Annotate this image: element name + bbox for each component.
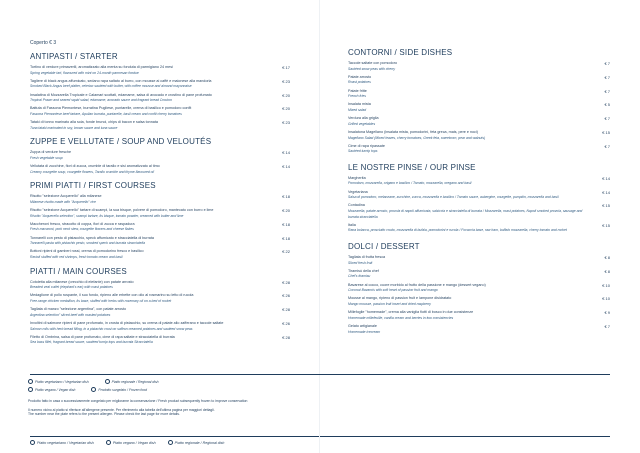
dish-name-it: Maccheroni fresco, stracotto di coppa, fiori di zucca e raspadura (30, 221, 135, 226)
dish-price: € 17 (282, 65, 290, 70)
menu-item (30, 65, 290, 76)
dish-price: € 8 (604, 255, 610, 260)
dish-name-it: Cotoletta alla milanese (orecchio di elefante) con patate arrosto (30, 279, 134, 284)
section-title: ANTIPASTI / STARTER (30, 52, 118, 61)
dish-price: € 14 (282, 164, 290, 170)
dish-name-en: Coconut Bavarois with soft heart of passion fruit and mango (348, 288, 438, 293)
dish-name-en: Argentina selection" sliced beef with roasted potatoes (30, 312, 111, 317)
menu-item (30, 335, 290, 346)
menu-item (30, 79, 290, 90)
dish-name-it: Italia (348, 222, 356, 227)
legend-vegan: Piatto vegano / Vegan dish (106, 440, 156, 445)
dish-name-it: Millefoglie "homemade", crema alla vaniglia fiotti di bosco in due consistenze (348, 310, 474, 315)
dish-name-it: Zuppa di verdure fresche (30, 150, 71, 155)
dish-name-en: Rana bolacca, prosciutto crudo, mozzarella di bufala, pomodorini e rucola / Focaccia base, raw ham, buffalo mozzarella, cherry tomato and rocket (348, 228, 567, 233)
legend-vegan: Piatto vegano / Vegan dish (28, 387, 75, 392)
dish-name-en: Ravioli stuffed with red shrimps, fresh tomato cream and basil (30, 255, 123, 259)
dish-price: € 7 (604, 323, 610, 329)
dish-price: € 18 (282, 221, 290, 227)
dish-price: € 5 (604, 102, 610, 108)
menu-item (348, 144, 610, 155)
dish-price: € 20 (282, 208, 290, 214)
dish-name-en: Sautéed snow peas with cherry (348, 66, 396, 71)
dish-price: € 14 (282, 150, 290, 156)
menu-item (348, 130, 610, 141)
dish-name-it: Gelato artigianale (348, 323, 377, 328)
dish-price: € 7 (604, 116, 610, 122)
dish-price: € 28 (282, 307, 290, 313)
dish-price: € 15 (602, 222, 610, 228)
menu-item (348, 324, 610, 335)
leaf-icon (28, 379, 33, 384)
dish-name-it: Tortino di verdure primaverili, aromatizzato alla menta su fonduta di parmigiano 24 mesi (30, 65, 173, 69)
menu-item (348, 89, 610, 100)
section-title: DOLCI / DESSERT (348, 242, 420, 251)
dish-name-it: Patate fritte (348, 88, 367, 93)
dish-name-it: Bavarese al cocco, cuore morbido al frutto della passione e mango (dessert vegano) (348, 282, 486, 287)
dish-name-it: Insalatona Magellano (insalata mista, pomodorini, feta greca, mais, pere e noci) (348, 129, 478, 134)
menu-item (30, 150, 290, 161)
dish-name-en: Salmon rolls with herb bread filling, in a pistachio crust on saffron creamed potatoes and sautéed snow peas (30, 326, 193, 331)
menu-item (348, 176, 610, 187)
dish-price: € 18 (282, 194, 290, 200)
allergen-note-it: Il numero vicino al piatto si riferisce all'allergene presente. Per riferimento alla tabella dell'ultima pagina per maggiori dettagli. (28, 407, 215, 412)
dish-name-en: Spring vegetable tart, flavoured with mint on 24-month parmesan fondue (30, 70, 139, 75)
allergen-notes (28, 399, 610, 417)
section-title: PRIMI PIATTI / FIRST COURSES (30, 181, 156, 191)
dish-price: € 14 (602, 175, 610, 181)
dish-name-en: Grilled vegetables (348, 121, 376, 126)
regional-icon (105, 379, 110, 384)
section-title: LE NOSTRE PINSE / OUR PINSE (348, 162, 476, 172)
dish-name-en: Breaded veal cutlet (elephant's ear) with roast potatoes (30, 285, 113, 290)
dish-name-en: Fresh vegetable soup (30, 155, 63, 160)
cover-charge: Coperto € 3 (30, 40, 57, 46)
dish-name-it: Risotto "selezione Acquerello" alla milanese (30, 194, 102, 199)
dish-price: € 28 (282, 334, 290, 340)
dish-name-it: Insalata mista (348, 102, 371, 107)
dish-price: € 23 (282, 120, 290, 126)
dish-price: € 20 (282, 92, 290, 98)
dish-name-it: Tagliata di frutta fresca (348, 255, 386, 259)
dish-name-en: Free-range chicken medallion, its base, stuffed with herbs with rosemary oil on a bed of rocket (30, 298, 172, 303)
dish-name-it: Tonnarelli con pesto di pistacchio, speck affumicato e stracciatella di burrata (30, 235, 154, 240)
menu-item (30, 222, 290, 233)
right-sections (348, 48, 610, 335)
section-title: PIATTI / MAIN COURSES (30, 266, 127, 276)
dish-name-en: Homemade millefeuille, vanilla cream and berries in two consistencies (348, 315, 454, 320)
dish-price: € 7 (604, 74, 610, 80)
dish-name-en: Tropical Prawn and seared squid salad, edamame, avocado sauce and fragrant bread Crouton (30, 98, 172, 103)
dish-name-it: Insalatina di Mozzarella Tropicale e Calamari scottati, edamame, salsa di avocado e crostino di pane profumato (30, 92, 212, 97)
dish-price: € 18 (282, 235, 290, 241)
menu-item (348, 116, 610, 127)
dish-name-it: Cime di rapa ripassate (348, 143, 385, 148)
dish-name-en: Homemade icecream (348, 329, 381, 334)
dish-price: € 15 (602, 203, 610, 209)
dish-name-it: Tagliata di manzo "selezione argentina", con patate arrosto (30, 307, 127, 312)
menu-item (30, 93, 290, 104)
dish-price: € 28 (282, 279, 290, 285)
dish-name-it: Medaglione di pollo ruspante, il suo fondo, ripieno alle erbette con olio al rosmarino su letto di rucola (30, 293, 194, 298)
dish-price: € 26 (282, 320, 290, 326)
dish-name-en: Milanese risotto made with "Acquerello" rice (30, 199, 96, 204)
menu-item (30, 120, 290, 131)
dish-name-en: Creamy courgette soup, courgette flowers, Tarallo crumble and thyme-flavoured oil (30, 169, 155, 174)
menu-item (30, 106, 290, 117)
dish-price: € 9 (604, 310, 610, 316)
dish-name-en: Tuna tataki marinated in soy, brown sauce and tuna sauce (30, 125, 118, 130)
dish-name-it: Involtini di salmone ripieni di pane profumato, in crosta di pistacchio, su crema di patate allo zafferano e taccole saltate (30, 320, 224, 325)
dish-name-en: Sliced fresh fruit (348, 260, 373, 265)
dish-name-en: Mozzarella, patate arrosto, provola di napoli affumicata, salsiccia e stracciatella di burrata / Mozzarella, roast potatoes, Napoli smoked provola, sausage and burrata stracciatella (348, 209, 583, 219)
menu-item (30, 321, 290, 332)
section-title: ZUPPE E VELLUTATE / SOUP AND VELOUTÉS (30, 137, 212, 147)
legend-row (28, 387, 610, 392)
homemade-note: Prodotto fatto in casa o successivamente congelato per migliorarne la conservazione / Fresh product subsequently frozen to improve conservation (28, 399, 248, 403)
menu-item (30, 293, 290, 304)
menu-item (348, 75, 610, 86)
menu-item (348, 283, 610, 294)
right-legend (28, 379, 610, 395)
leaf-icon (30, 440, 35, 445)
menu-item (30, 236, 290, 247)
dish-name-it: Verdura alla griglia (348, 116, 379, 121)
left-legend (30, 440, 224, 445)
legend-vegetarian: Piatto vegetariano / Vegetarian dish (28, 379, 89, 384)
menu-item (348, 310, 610, 321)
dish-name-en: Mixed salad (348, 107, 367, 112)
dish-price: € 7 (604, 88, 610, 94)
dish-name-en: Smoked Black Angus beef platter, celeriac sautéed with butter, with coffee mousse and almond mayonnaise (30, 84, 192, 89)
menu-item (348, 203, 610, 220)
dish-name-it: Tagliere di black angus affumicato, sedano rapa saltato al burro, con mousse ai caffè e maionese alla mandorla (30, 78, 212, 83)
dish-name-en: Chef's tiramisu (348, 274, 371, 279)
dish-name-en: Sautéed turnip tops (348, 149, 378, 154)
dish-name-it: Tataki di tonno marinato alla soia, fonde brunoi, chips di bacon e salsa tonnata (30, 120, 158, 125)
menu-item (348, 223, 610, 234)
dish-name-en: Fassona Piemontese beef tartare, Apulian burrata, puntarelle, basil cream and confit cherry tomatoes (30, 111, 182, 116)
menu-item (30, 280, 290, 291)
dish-price: € 20 (282, 106, 290, 112)
menu-item (30, 194, 290, 205)
dish-name-en: Roast potatoes (348, 80, 371, 85)
vegan-icon (106, 440, 111, 445)
dish-name-it: Contadina (348, 203, 365, 208)
dish-name-en: Sea bass fillet, fragrant bread sauce, sautéed turnip tops and burrata Stracciatella (30, 340, 153, 345)
left-sections (30, 52, 290, 346)
dish-name-it: Patate arrosto (348, 74, 372, 79)
legend-regional: Piatto regionale / Regional dish (105, 379, 159, 384)
dish-name-it: Mousse al mango, ripieno di passion fruit e lampone disidratato (348, 296, 452, 301)
menu-item (348, 269, 610, 280)
dish-name-en: Salsa di pomodoro, melanzane, zucchine, zucca, mozzarella e basilico / Tomato sauce, aubergine, courgette, pumpkin, mozzarella and basil (348, 195, 559, 200)
dish-name-en: Tonnarelli pasta with pistachio pesto, smoked speck and burrata stracciatella (30, 241, 146, 246)
menu-item (348, 296, 610, 307)
legend-row (28, 379, 610, 384)
menu-item (348, 190, 610, 201)
regional-icon (168, 440, 173, 445)
menu-item (30, 249, 290, 260)
dish-name-it: Margherita (348, 175, 366, 180)
dish-name-it: Vegetariana (348, 189, 368, 194)
dish-price: € 7 (604, 61, 610, 66)
dish-price: € 23 (282, 78, 290, 84)
dish-price: € 26 (282, 293, 290, 299)
dish-name-it: Filetto di Ombrina, salsa di pane profumato, cime di rapa saltate e stracciatella di burrata (30, 334, 175, 339)
menu-item (30, 164, 290, 175)
dish-name-en: Risotto "Acquerello selection", scampi tartare, its bisque, tomato powder, creamed with butter and lime (30, 213, 184, 218)
menu-item (30, 208, 290, 219)
allergen-note-en: The number near the plate refers to the present allergen. Please check the last page for more details. (28, 412, 180, 417)
legend-vegetarian: Piatto vegetariano / Vegetarian dish (30, 440, 94, 445)
menu-item (348, 61, 610, 72)
dish-name-en: Pomodoro, mozzarella, origano e basilico / Tomato, mozzarella, oregano and basil (348, 181, 472, 186)
dish-name-it: Risotto "selezione Acquerello" tartare di scampi, la sua bisque, polvere di pomodoro, mantecato con burro e lime (30, 208, 214, 213)
dish-name-it: Battuta di Fassona Piemontese, burratina Pugliese, puntarelle, crema di basilico e pomodoro confit (30, 106, 192, 111)
dish-price: € 10 (602, 296, 610, 302)
snowflake-icon (91, 387, 96, 392)
dish-name-en: Magellano Salad (Mixed leaves, cherry tomatoes, Greek feta, sweetcorn, pear and walnuts) (348, 135, 486, 140)
dish-price: € 15 (602, 129, 610, 135)
menu-item (348, 255, 610, 266)
dish-price: € 10 (602, 282, 610, 288)
section-title: CONTORNI / SIDE DISHES (348, 48, 453, 57)
dish-name-en: French fries (348, 94, 366, 99)
dish-name-it: Bottoni ripieni di gamberi rossi, crema di pomodorino fresco e basilico (30, 249, 144, 254)
menu-item (30, 307, 290, 318)
dish-name-it: Taccole saltate con pomodoro (348, 61, 397, 65)
dish-price: € 7 (604, 143, 610, 149)
dish-price: € 22 (282, 249, 290, 255)
dish-name-en: Fresh macaroni, pork neck stew, courgette flowers and cheese flakes (30, 227, 134, 232)
dish-price: € 8 (604, 268, 610, 274)
right-divider (30, 374, 610, 375)
vegan-icon (28, 387, 33, 392)
dish-name-it: Tiramisù della chef (348, 268, 379, 273)
dish-name-en: Mango mousse, passion fruit insert and dried raspberry (348, 301, 431, 306)
dish-name-it: Vellutata di zucchine, fiori di zucca, crumble di tarallo e sisi aromatizzato al timo (30, 164, 160, 169)
legend-regional: Piatto regionale / Regional dish (168, 440, 225, 445)
legend-frozen: Prodotto surgelato / Frozen food (91, 387, 147, 392)
dish-price: € 14 (602, 189, 610, 195)
menu-item (348, 102, 610, 113)
